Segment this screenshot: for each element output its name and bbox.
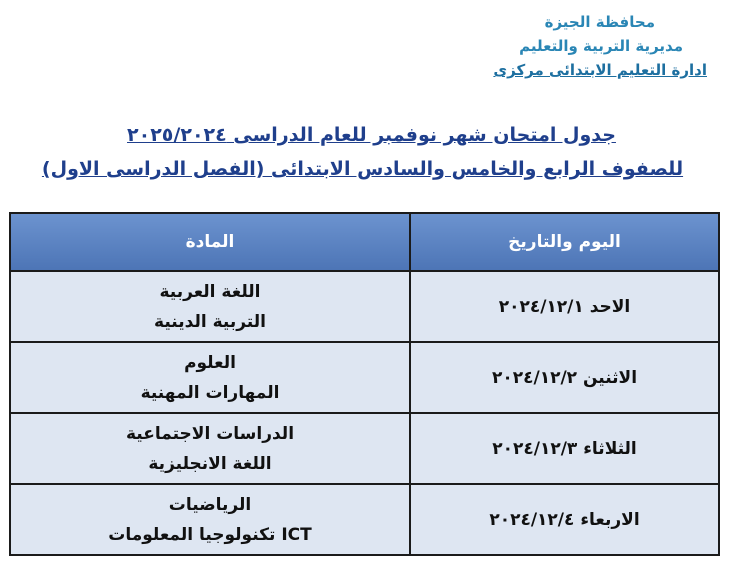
day-date-cell [410,484,719,555]
subject-1: اللغة العربية [159,281,261,302]
column-header-day-date: اليوم والتاريخ [410,213,719,271]
table-row [10,413,719,484]
day-date-cell [410,413,719,484]
title-line-1: جدول امتحان شهر نوفمبر للعام الدراسى ٢٠٢٥/٢٠٢٤ [127,124,616,146]
title-line-2: للصفوف الرابع والخامس والسادس الابتدائى (الفصل الدراسى الاول) [41,158,684,180]
directorate-name: مديرية التربية والتعليم [519,37,683,55]
table-header-row [10,213,719,271]
document-title [0,118,743,186]
directorate-header [493,10,707,82]
subject-cell [10,484,410,555]
administration-name: ادارة التعليم الابتدائى مركزى [493,61,707,79]
table-row [10,271,719,342]
subject-1: الدراسات الاجتماعية [125,423,295,444]
table-row [10,342,719,413]
subject-1: الرياضيات [168,494,252,515]
exam-date: ٢٠٢٤/١٢/٤ [489,509,575,530]
day-name: الاثنين [582,367,638,388]
subject-1: العلوم [184,352,236,373]
table-row [10,484,719,555]
exam-date: ٢٠٢٤/١٢/١ [498,296,584,317]
day-name: الاحد [589,296,631,317]
exam-date: ٢٠٢٤/١٢/٢ [491,367,578,388]
subject-cell [10,342,410,413]
subject-2: التربية الدينية [154,311,266,332]
subject-2: المهارات المهنية [140,382,280,403]
day-date-cell [410,271,719,342]
day-date-cell [410,342,719,413]
day-name: الثلاثاء [583,438,637,459]
subject-2: ICT تكنولوجيا المعلومات [108,524,312,545]
column-header-subject: المادة [10,213,410,271]
governorate-name: محافظة الجيزة [544,13,655,31]
exam-date: ٢٠٢٤/١٢/٣ [492,438,578,459]
subject-cell [10,271,410,342]
exam-schedule-table [9,212,720,556]
subject-2: اللغة الانجليزية [148,453,272,474]
subject-cell [10,413,410,484]
day-name: الاربعاء [580,509,640,530]
